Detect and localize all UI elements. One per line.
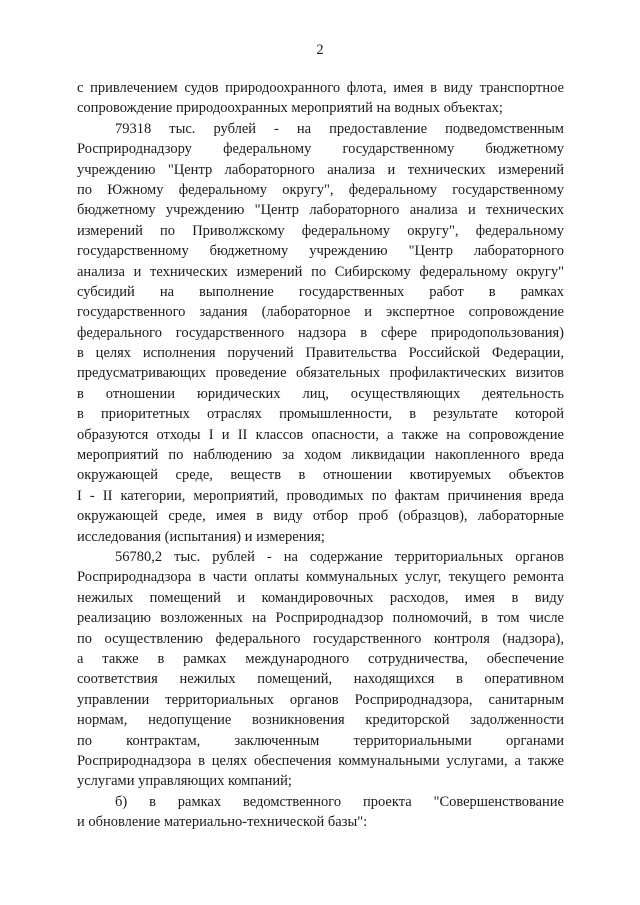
- text-line: окружающей среде, имея в виду отбор проб (образцов), лабораторные: [77, 508, 564, 525]
- text-line: образуются отходы I и II классов опасности, а также на сопровождение: [77, 426, 564, 443]
- page-number: 2: [316, 42, 324, 58]
- text-line: государственного задания (лабораторное и экспертное сопровождение: [77, 304, 564, 321]
- text-line: а также в рамках международного сотрудничества, обеспечение: [77, 650, 564, 667]
- text-line: Росприроднадзору федеральному государственному бюджетному: [77, 141, 564, 158]
- text-line: в отношении юридических лиц, осуществляющих деятельность: [77, 385, 564, 402]
- text-line: предусматривающих проведение обязательных профилактических визитов: [77, 365, 564, 382]
- text-line: в приоритетных отраслях промышленности, в результате которой: [77, 406, 564, 423]
- text-line: по осуществлению федерального государственного контроля (надзора),: [77, 630, 564, 647]
- text-line: нежилых помещений и командировочных расходов, имея в виду: [77, 589, 564, 606]
- text-line: реализацию возложенных на Росприроднадзор полномочий, в том числе: [77, 610, 564, 627]
- text-line: и обновление материально-технической базы":: [77, 814, 368, 831]
- document-body: [77, 78, 564, 832]
- text-line: услугами управляющих компаний;: [77, 773, 292, 790]
- text-line: измерений по Приволжскому федеральному округу", федеральному: [77, 222, 564, 239]
- text-line: по контрактам, заключенным территориальными органами: [77, 732, 564, 749]
- text-line: в целях исполнения поручений Правительства Российской Федерации,: [77, 345, 564, 362]
- text-line: сопровождение природоохранных мероприятий на водных объектах;: [77, 100, 503, 117]
- text-line: б) в рамках ведомственного проекта "Совершенствование: [115, 793, 564, 810]
- text-line: государственному бюджетному учреждению "Центр лабораторного: [77, 243, 564, 260]
- text-line: мероприятий по наблюдению за ходом ликвидации накопленного вреда: [77, 447, 564, 464]
- text-line: управлении территориальных органов Росприроднадзора, санитарным: [77, 691, 564, 708]
- text-line: федерального государственного надзора в сфере природопользования): [77, 324, 564, 341]
- text-line: анализа и технических измерений по Сибирскому федеральному округу": [77, 263, 564, 280]
- text-line: Росприроднадзора в части оплаты коммунальных услуг, текущего ремонта: [77, 569, 564, 586]
- text-line: бюджетному учреждению "Центр лабораторного анализа и технических: [77, 202, 564, 219]
- text-line: субсидий на выполнение государственных работ в рамках: [77, 283, 564, 300]
- text-line: с привлечением судов природоохранного флота, имея в виду транспортное: [77, 80, 564, 96]
- text-line: учреждению "Центр лабораторного анализа и технических измерений: [77, 161, 564, 178]
- text-line: I - II категории, мероприятий, проводимых по фактам причинения вреда: [77, 487, 564, 504]
- text-line: исследования (испытания) и измерения;: [77, 528, 325, 545]
- text-line: по Южному федеральному округу", федеральному государственному: [77, 181, 564, 198]
- text-line: 79318 тыс. рублей - на предоставление подведомственным: [115, 120, 564, 137]
- text-line: 56780,2 тыс. рублей - на содержание территориальных органов: [115, 548, 564, 565]
- text-line: окружающей среде, веществ в отношении квотируемых объектов: [77, 467, 564, 484]
- text-line: соответствия нежилых помещений, находящихся в оперативном: [77, 671, 564, 688]
- text-line: нормам, недопущение возникновения кредиторской задолженности: [77, 712, 564, 729]
- text-line: Росприроднадзора в целях обеспечения коммунальными услугами, а также: [77, 752, 564, 769]
